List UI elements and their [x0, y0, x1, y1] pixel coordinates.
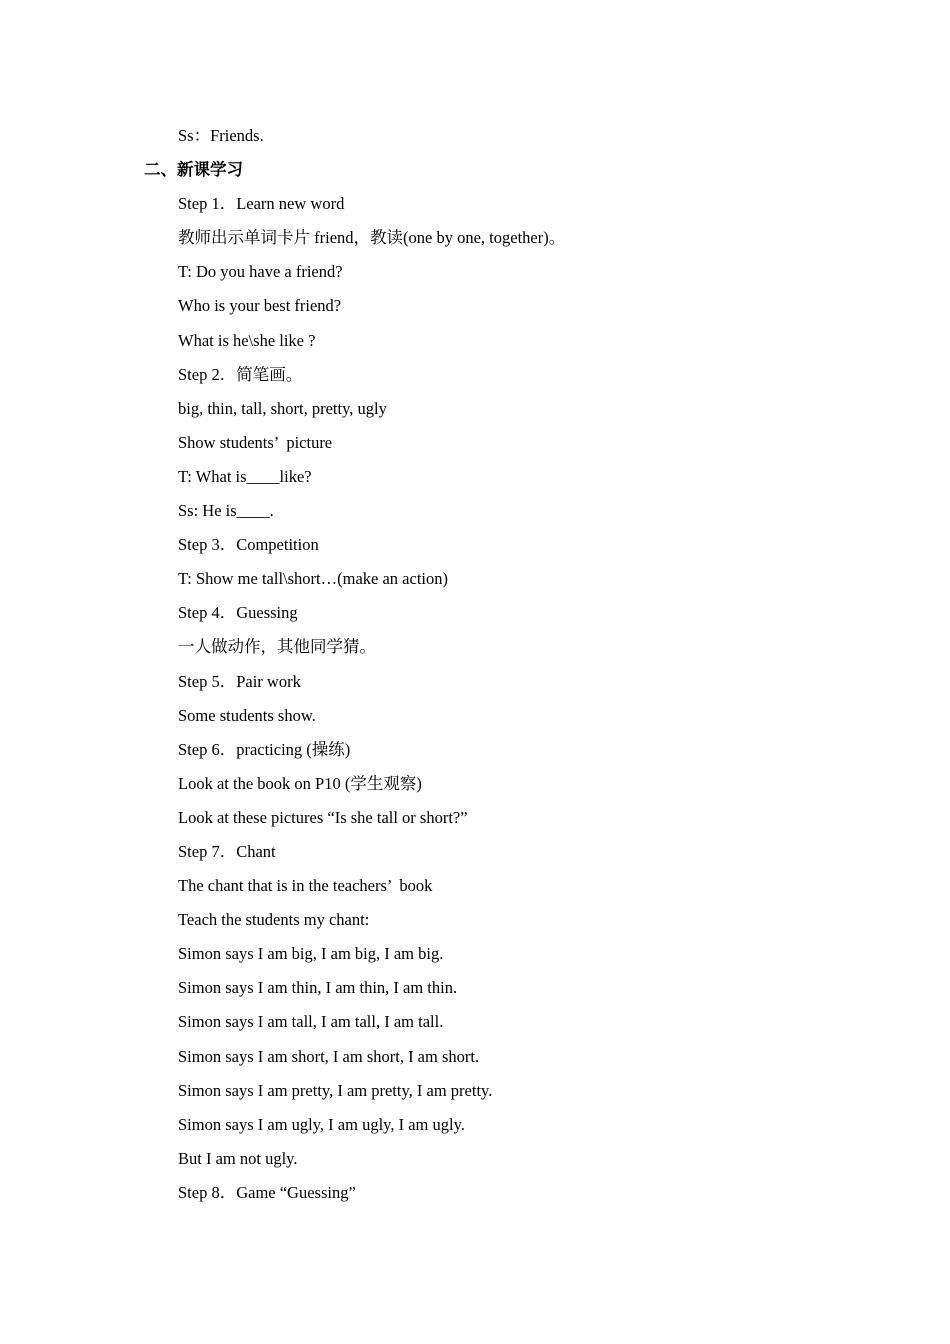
step-heading: Step 7．Chant	[178, 841, 276, 861]
text-line: Who is your best friend?	[178, 296, 342, 316]
step-heading: Step 8．Game “Guessing”	[178, 1182, 356, 1202]
step-heading: Step 4．Guessing	[178, 603, 298, 623]
dialogue-line: T: Do you have a friend?	[178, 262, 343, 282]
text-line: Teach the students my chant:	[178, 910, 370, 930]
chant-line: Simon says I am big, I am big, I am big.	[178, 944, 444, 964]
document-body	[0, 124, 950, 1215]
step-heading: Step 1．Learn new word	[178, 194, 345, 214]
text-line: Look at these pictures “Is she tall or short?”	[178, 807, 468, 827]
dialogue-line: T: Show me tall\short…(make an action)	[178, 569, 448, 589]
chant-line: Simon says I am tall, I am tall, I am tall.	[178, 1012, 444, 1032]
text-line: Some students show.	[178, 705, 316, 725]
dialogue-line: Ss: He is____.	[178, 501, 274, 521]
dialogue-line: T: What is____like?	[178, 466, 312, 486]
step-heading: Step 6．practicing (操练)	[178, 739, 351, 759]
text-line: Look at the book on P10 (学生观察)	[178, 773, 422, 793]
chant-line: Simon says I am thin, I am thin, I am thin.	[178, 978, 458, 998]
chant-line: But I am not ugly.	[178, 1148, 298, 1168]
text-line: 教师出示单词卡片 friend，教读(one by one, together)。	[178, 228, 566, 248]
chant-line: Simon says I am pretty, I am pretty, I am pretty.	[178, 1080, 493, 1100]
text-line: What is he\she like ?	[178, 330, 316, 350]
step-heading: Step 2．简笔画。	[178, 364, 303, 384]
step-heading: Step 3．Competition	[178, 535, 319, 555]
chant-line: Simon says I am short, I am short, I am short.	[178, 1046, 480, 1066]
text-line: The chant that is in the teachers’ book	[178, 876, 433, 896]
step-heading: Step 5．Pair work	[178, 671, 301, 691]
text-line: 一人做动作，其他同学猜。	[178, 637, 376, 657]
dialogue-line: Ss：Friends.	[178, 126, 264, 145]
section-heading: 二、新课学习	[144, 160, 243, 180]
chant-line: Simon says I am ugly, I am ugly, I am ugly.	[178, 1114, 465, 1134]
text-line: big, thin, tall, short, pretty, ugly	[178, 398, 387, 418]
text-line: Show students’ picture	[178, 432, 333, 452]
